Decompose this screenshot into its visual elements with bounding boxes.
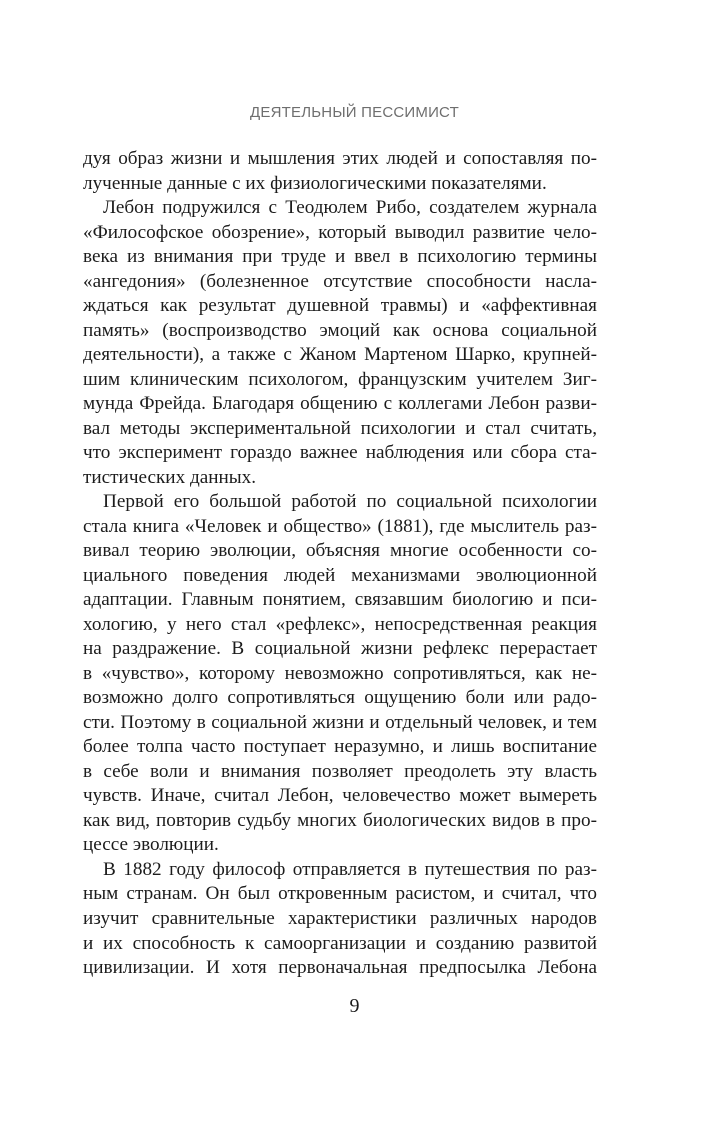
text-line: чувств. Иначе, считал Лебон, человечество может вымереть <box>83 785 597 807</box>
text-line: более толпа часто поступает неразумно, и лишь воспитание <box>83 736 597 758</box>
text-line: вивал теорию эволюции, объясняя многие особенности со- <box>83 540 597 562</box>
text-line: стала книга «Человек и общество» (1881), где мыслитель раз- <box>83 515 597 537</box>
text-line: изучит сравнительные характеристики различных народов <box>83 907 597 929</box>
text-line: возможно долго сопротивляться ощущению боли или радо- <box>83 687 597 709</box>
text-line: ждаться как результат душевной травмы) и «аффективная <box>83 295 597 317</box>
text-line: в себе воли и внимания позволяет преодолеть эту власть <box>83 760 597 782</box>
text-line: мунда Фрейда. Благодаря общению с коллегами Лебон разви- <box>83 393 597 415</box>
text-line: что эксперимент гораздо важнее наблюдения или сбора ста- <box>83 442 597 464</box>
paragraph <box>83 858 597 981</box>
text-line: Первой его большой работой по социальной психологии <box>103 491 597 513</box>
text-line: «ангедония» (болезненное отсутствие способности наслa- <box>83 270 597 292</box>
text-line: цессе эволюции. <box>83 834 219 856</box>
text-line: века из внимания при труде и ввел в психологию термины <box>83 246 597 268</box>
text-line: дуя образ жизни и мышления этих людей и сопоставляя по- <box>83 148 597 169</box>
text-line: вал методы экспериментальной психологии и стал считать, <box>83 417 597 439</box>
text-line: В 1882 году философ отправляется в путешествия по раз- <box>103 858 597 880</box>
text-line: память» (воспроизводство эмоций как основа социальной <box>83 319 597 341</box>
text-line: циального поведения людей механизмами эволюционной <box>83 564 597 586</box>
body-text <box>83 147 597 981</box>
text-line: на раздражение. В социальной жизни рефлекс перерастает <box>83 638 597 660</box>
text-line: шим клиническим психологом, французским учителем Зиг- <box>83 368 597 390</box>
paragraph <box>83 196 597 490</box>
text-line: как вид, повторив судьбу многих биологических видов в про- <box>83 809 597 831</box>
text-line: Лебон подружился с Теодюлем Рибо, создателем журнала <box>103 197 597 219</box>
text-line: и их способность к самоорганизации и созданию развитой <box>83 932 597 954</box>
page-number: 9 <box>349 995 360 1017</box>
running-head-title: ДЕЯТЕЛЬНЫЙ ПЕССИМИСТ <box>250 104 459 121</box>
text-line: «Философское обозрение», который выводил развитие чело- <box>83 221 597 243</box>
paragraph <box>83 147 597 196</box>
text-line: цивилизации. И хотя первоначальная предпосылка Лебона <box>83 957 597 979</box>
text-line: сти. Поэтому в социальной жизни и отдельный человек, и тем <box>83 711 597 733</box>
text-line: адаптации. Главным понятием, связавшим биологию и пси- <box>83 589 597 611</box>
text-line: лученные данные с их физиологическими показателями. <box>83 172 547 194</box>
text-line: деятельности), а также с Жаном Мартеном Шарко, крупней- <box>83 344 597 366</box>
paragraph <box>83 490 597 858</box>
text-line: ным странам. Он был откровенным расистом, и считал, что <box>83 883 597 905</box>
text-line: тистических данных. <box>83 466 257 488</box>
text-line: хологию, у него стал «рефлекс», непосредственная реакция <box>83 613 597 635</box>
text-line: в «чувство», которому невозможно сопротивляться, как не- <box>83 662 597 684</box>
